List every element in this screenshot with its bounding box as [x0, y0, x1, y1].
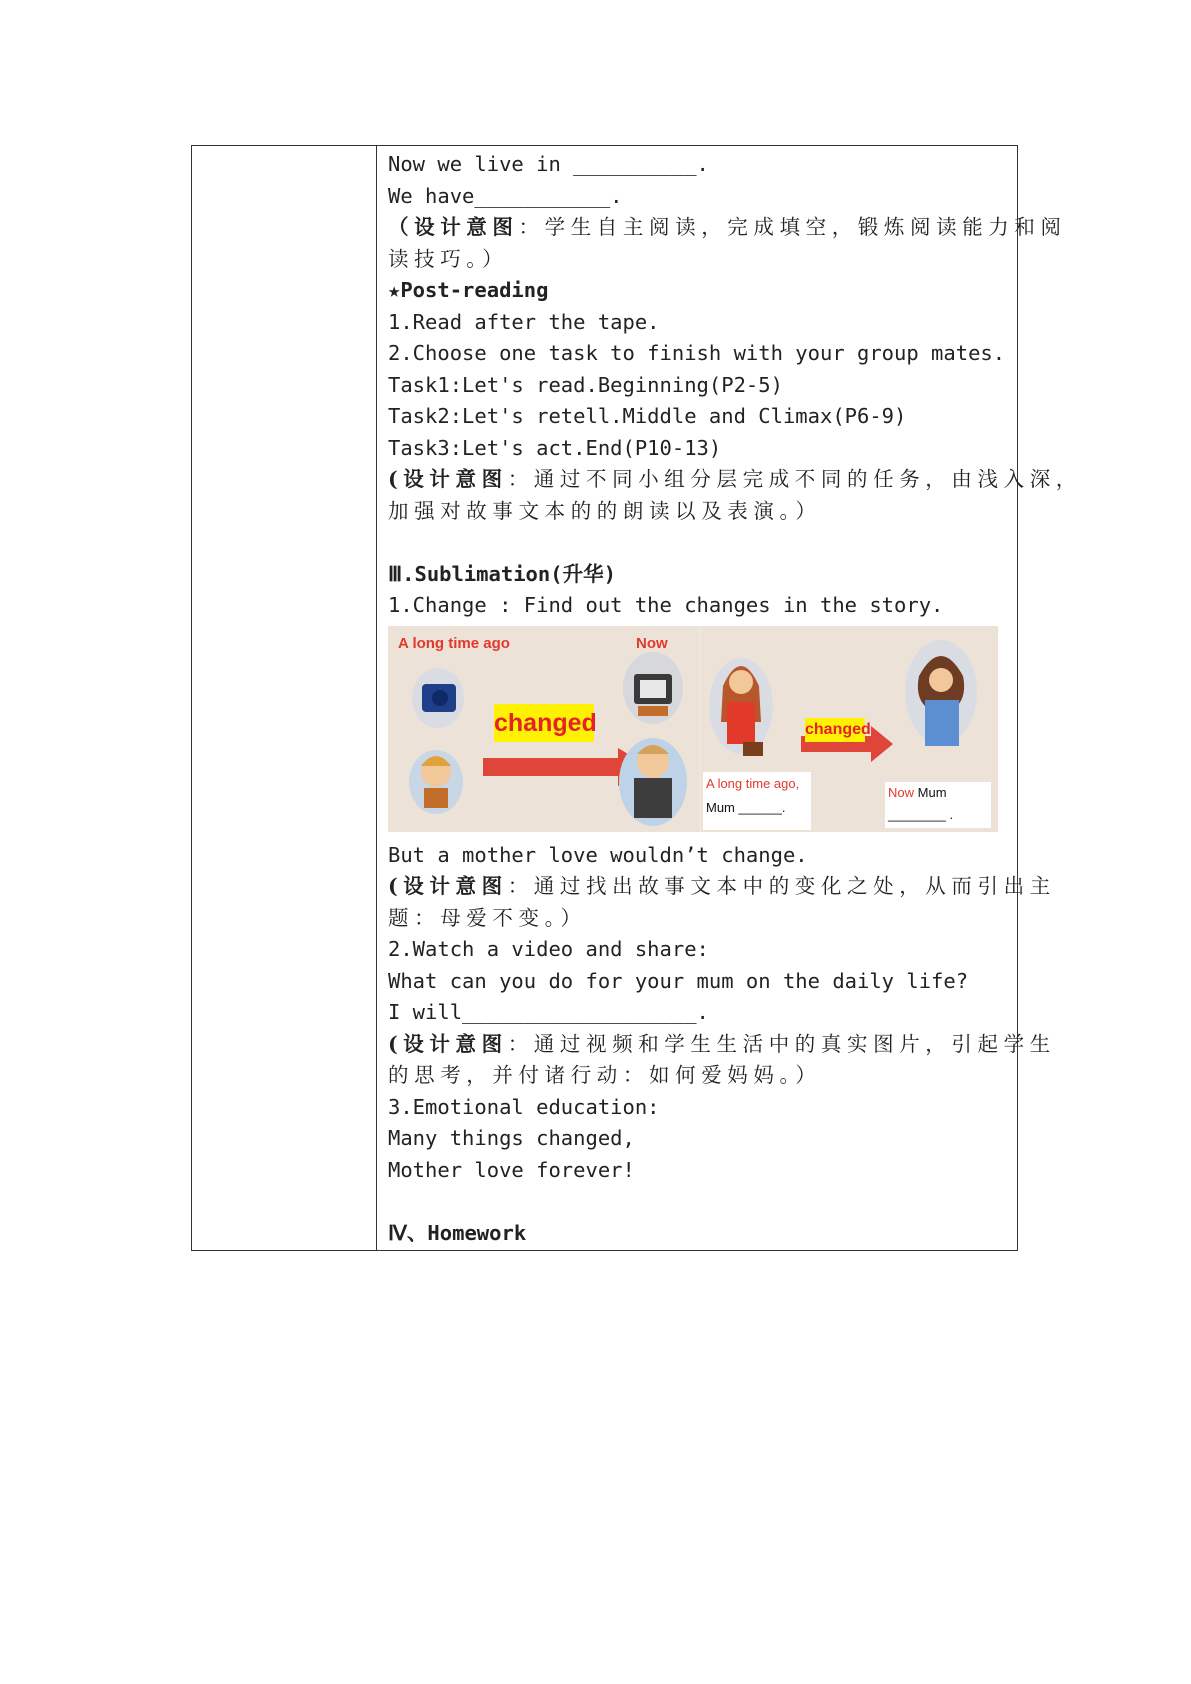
intent-label: (设计意图	[388, 1031, 508, 1056]
intent-text: ：通过视频和学生生活中的真实图片，引起学生	[507, 1031, 1056, 1056]
changed-badge: changed	[494, 704, 594, 742]
homework-heading: Ⅳ、Homework	[388, 1220, 527, 1245]
intent-label: (设计意图	[388, 874, 508, 898]
text-line: 加强对故事文本的的朗读以及表演。）	[388, 498, 822, 523]
intent-label: （设计意图	[388, 215, 519, 239]
text-line: 2.Choose one task to finish with your group mates.	[388, 341, 1006, 365]
intent-text: ：通过找出故事文本中的变化之处，从而引出主	[507, 874, 1056, 898]
changes-figure	[388, 626, 998, 832]
note-blank: ________ .	[888, 806, 954, 822]
text-line: But a mother love wouldn’t change.	[388, 842, 808, 867]
caption-now: Now	[636, 634, 668, 652]
text-line: What can you do for your mum on the daily life?	[388, 968, 969, 993]
design-intent-3	[388, 871, 1056, 903]
post-reading-heading: ★Post-reading	[388, 278, 549, 302]
lesson-content	[377, 146, 1082, 1249]
text-line: 2.Watch a video and share:	[388, 937, 709, 961]
design-intent-1	[388, 212, 1067, 244]
figure-panel-objects	[388, 626, 699, 832]
text-line: 1.Change : Find out the changes in the story.	[388, 593, 944, 617]
text-line: I will___________________.	[388, 1000, 709, 1024]
intent-text: ：通过不同小组分层完成不同的任务，由浅入深，	[507, 467, 1082, 491]
note-blank: Mum ______.	[706, 799, 786, 815]
spacer	[388, 1186, 1011, 1218]
mum-then-note	[703, 772, 811, 830]
task-line: Task1:Let's read.Beginning(P2-5)	[388, 372, 783, 397]
note-mum: Mum	[917, 784, 947, 800]
text-line: 3.Emotional education:	[388, 1094, 660, 1119]
note-label	[888, 782, 988, 804]
text-line: 1.Read after the tape.	[388, 309, 660, 334]
design-intent-2	[388, 464, 1082, 496]
text-line: Many things changed,	[388, 1126, 635, 1150]
text-line: 题：母爱不变。）	[388, 905, 587, 930]
task-line: Task2:Let's retell.Middle and Climax(P6-9)	[388, 404, 907, 428]
spacer	[388, 527, 1011, 559]
table-left-cell	[192, 146, 377, 1251]
text-line: 的思考，并付诸行动：如何爱妈妈。）	[388, 1063, 822, 1087]
note-now: Now	[888, 784, 915, 800]
text-line: Mother love forever!	[388, 1157, 635, 1182]
text-line: 读技巧。）	[388, 246, 509, 271]
figure-panel-mum	[701, 626, 998, 832]
caption-long-time-ago: A long time ago	[398, 634, 510, 652]
text-line: Now we live in __________.	[388, 152, 709, 176]
table-right-cell	[377, 146, 1082, 1251]
sublimation-heading: Ⅲ.Sublimation(升华)	[388, 561, 616, 586]
lesson-plan-table	[191, 145, 1082, 1251]
text-line: We have___________.	[388, 183, 623, 208]
intent-label: (设计意图	[388, 467, 508, 491]
task-line: Task3:Let's act.End(P10-13)	[388, 435, 722, 460]
intent-text: ：学生自主阅读，完成填空，锻炼阅读能力和阅	[518, 215, 1067, 239]
changed-badge: changed	[805, 718, 865, 742]
note-label: A long time ago,	[706, 775, 800, 791]
mum-now-note	[885, 782, 991, 828]
design-intent-4	[388, 1029, 1056, 1061]
